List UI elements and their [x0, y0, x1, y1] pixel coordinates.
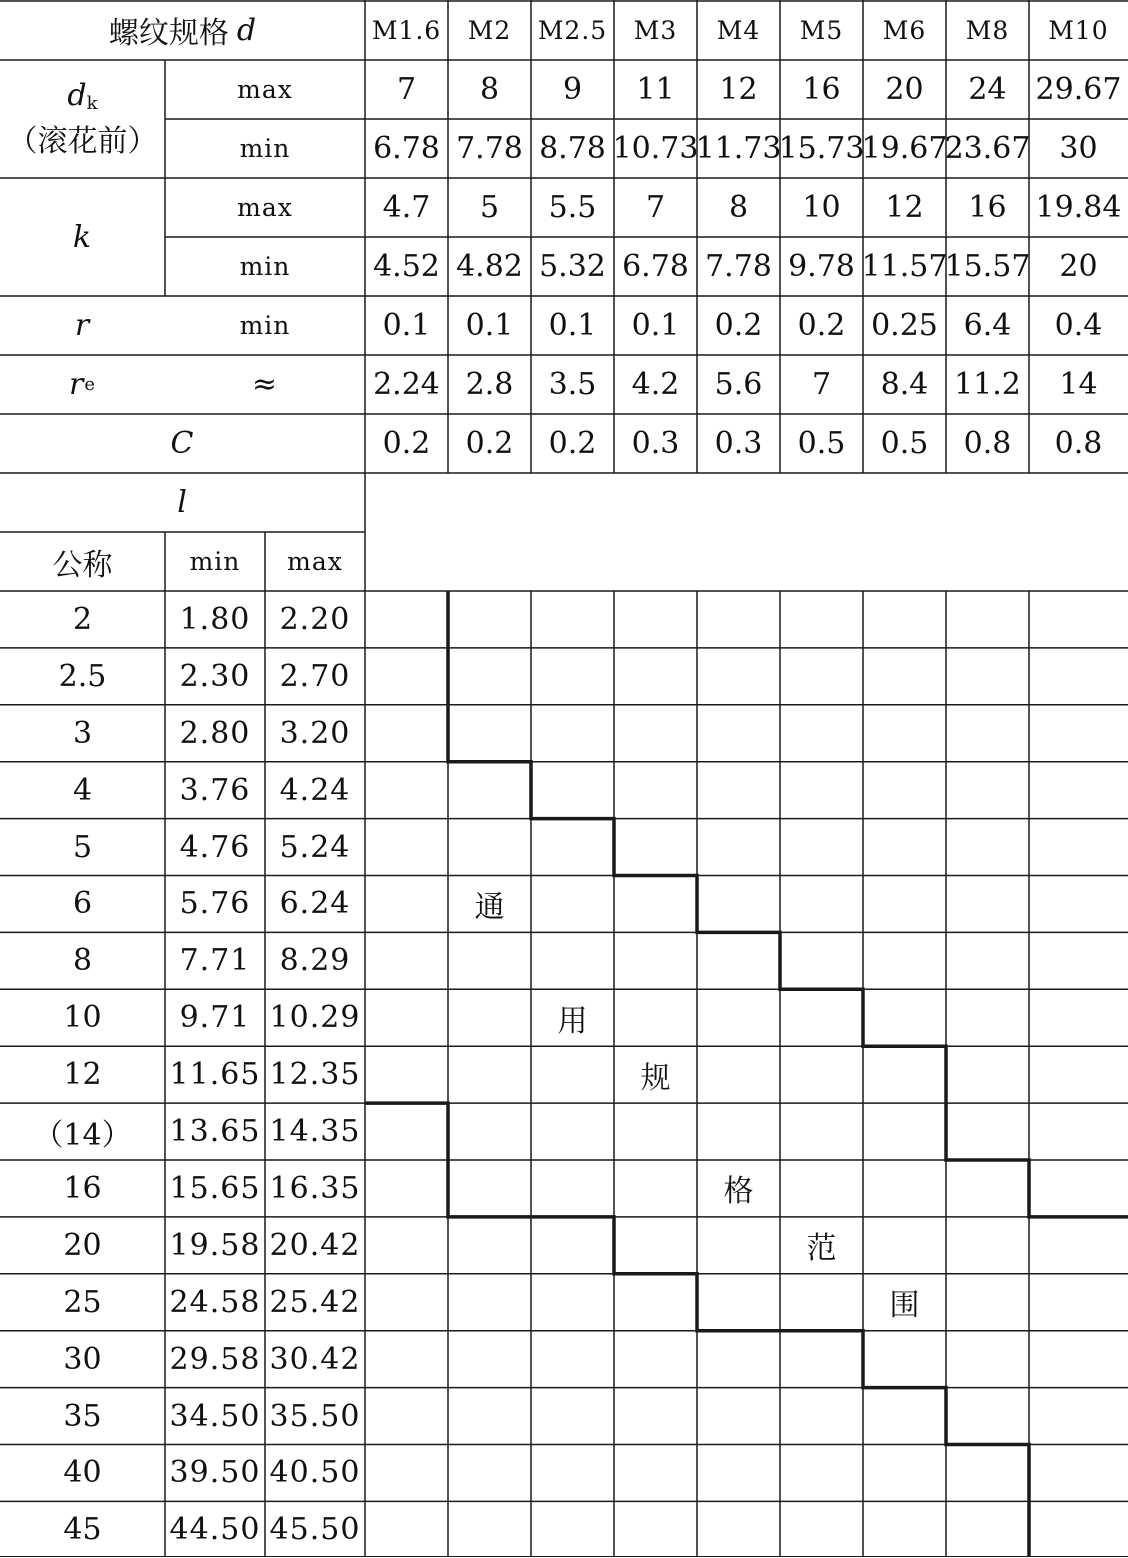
re-symbol: r — [69, 367, 85, 402]
length-min: 34.50 — [169, 1398, 261, 1434]
length-nominal: 45 — [63, 1512, 102, 1548]
value-cell: 11.2 — [954, 367, 1021, 402]
length-min: 11.65 — [169, 1057, 261, 1093]
spec-header-label — [0, 0, 365, 60]
value-cell: 0.1 — [631, 308, 680, 343]
value-cell: 9.78 — [788, 249, 855, 284]
value-cell: 11 — [636, 72, 675, 107]
size-header-3: M3 — [633, 15, 678, 45]
length-nominal: 4 — [72, 772, 93, 808]
length-min: 13.65 — [169, 1114, 261, 1150]
value-cell: 19.67 — [861, 131, 948, 166]
value-cell: 4.52 — [373, 249, 440, 284]
value-cell: 0.1 — [548, 308, 597, 343]
dk-note: （滚花前） — [7, 124, 158, 159]
length-min: 9.71 — [179, 1000, 251, 1036]
length-nominal: 3 — [72, 715, 93, 751]
value-cell: 0.8 — [963, 426, 1012, 461]
value-cell: 6.78 — [622, 249, 689, 284]
value-cell: 0.1 — [465, 308, 514, 343]
length-nominal: 10 — [63, 1000, 102, 1036]
value-cell: 0.5 — [797, 426, 846, 461]
value-cell: 0.2 — [714, 308, 763, 343]
length-min: 24.58 — [169, 1284, 261, 1320]
length-min: 2.80 — [179, 715, 251, 751]
length-min: 39.50 — [169, 1455, 261, 1491]
value-cell: 10.73 — [612, 131, 699, 166]
length-min: 19.58 — [169, 1227, 261, 1263]
range-char: 规 — [640, 1060, 671, 1096]
length-max: 14.35 — [269, 1114, 361, 1150]
value-cell: 0.4 — [1054, 308, 1103, 343]
length-max: 2.70 — [279, 658, 351, 694]
length-min: 44.50 — [169, 1512, 261, 1548]
value-cell: 0.3 — [631, 426, 680, 461]
re-qualifier: ≈ — [251, 367, 279, 402]
value-cell: 7.78 — [705, 249, 772, 284]
value-cell: 0.5 — [880, 426, 929, 461]
r-label: r — [74, 308, 91, 343]
value-cell: 12 — [885, 190, 924, 225]
size-header-1: M2 — [467, 15, 512, 45]
value-cell: 16 — [968, 190, 1007, 225]
range-char: 通 — [474, 889, 505, 925]
length-nominal-label: 公称 — [52, 547, 113, 583]
length-min: 2.30 — [179, 658, 251, 694]
value-cell: 8.78 — [539, 131, 606, 166]
value-cell: 2.24 — [373, 367, 440, 402]
value-cell: 30 — [1059, 131, 1098, 166]
value-cell: 24 — [968, 72, 1007, 107]
length-max: 2.20 — [279, 601, 351, 637]
length-max: 35.50 — [269, 1398, 361, 1434]
length-nominal: 5 — [72, 829, 93, 865]
c-label: C — [170, 426, 195, 461]
dk-symbol-wrap — [67, 77, 97, 123]
value-cell: 0.3 — [714, 426, 763, 461]
value-cell: 20 — [885, 72, 924, 107]
length-nominal: 16 — [63, 1170, 102, 1206]
k-label: k — [72, 219, 93, 255]
value-cell: 29.67 — [1035, 72, 1122, 107]
length-label: l — [177, 485, 188, 520]
length-nominal: 8 — [72, 943, 93, 979]
length-max: 45.50 — [269, 1512, 361, 1548]
value-cell: 15.73 — [778, 131, 865, 166]
dk-label — [0, 60, 165, 178]
length-nominal: 2.5 — [58, 658, 107, 694]
dk-symbol: d — [67, 78, 87, 113]
value-cell: 8 — [728, 190, 749, 225]
value-cell: 0.2 — [548, 426, 597, 461]
length-nominal: 12 — [63, 1057, 102, 1093]
length-max: 20.42 — [269, 1227, 361, 1263]
value-cell: 4.7 — [382, 190, 431, 225]
value-cell: 2.8 — [465, 367, 514, 402]
re-subscript: e — [84, 374, 96, 395]
value-cell: 3.5 — [548, 367, 597, 402]
value-cell: 8.4 — [880, 367, 929, 402]
spec-label-text: 螺纹规格 — [108, 16, 229, 51]
length-min: 5.76 — [179, 886, 251, 922]
length-nominal: （14） — [33, 1117, 132, 1153]
re-label — [0, 355, 165, 414]
size-header-6: M6 — [882, 15, 927, 45]
length-max: 8.29 — [279, 943, 351, 979]
length-max: 16.35 — [269, 1170, 361, 1206]
range-char: 用 — [557, 1003, 588, 1039]
length-max: 10.29 — [269, 1000, 361, 1036]
value-cell: 0.8 — [1054, 426, 1103, 461]
value-cell: 5.6 — [714, 367, 763, 402]
length-nominal: 2 — [72, 601, 93, 637]
dk-min-label: min — [239, 134, 291, 163]
value-cell: 6.4 — [963, 308, 1012, 343]
dk-subscript: k — [86, 93, 98, 114]
length-nominal: 6 — [72, 886, 93, 922]
value-cell: 10 — [802, 190, 841, 225]
length-min: 3.76 — [179, 772, 251, 808]
value-cell: 7 — [811, 367, 832, 402]
length-max-label: max — [287, 547, 343, 576]
value-cell: 6.78 — [373, 131, 440, 166]
value-cell: 14 — [1059, 367, 1098, 402]
size-header-2: M2.5 — [537, 15, 608, 45]
value-cell: 5.32 — [539, 249, 606, 284]
value-cell: 0.2 — [797, 308, 846, 343]
length-max: 4.24 — [279, 772, 351, 808]
r-qualifier: min — [239, 311, 291, 340]
value-cell: 0.25 — [871, 308, 938, 343]
value-cell: 5.5 — [548, 190, 597, 225]
value-cell: 0.2 — [465, 426, 514, 461]
size-header-5: M5 — [799, 15, 844, 45]
length-max: 25.42 — [269, 1284, 361, 1320]
size-header-0: M1.6 — [371, 15, 442, 45]
k-min-label: min — [239, 252, 291, 281]
length-nominal: 35 — [63, 1398, 102, 1434]
range-char: 范 — [806, 1231, 837, 1267]
length-max: 12.35 — [269, 1057, 361, 1093]
size-header-4: M4 — [716, 15, 761, 45]
length-max: 30.42 — [269, 1341, 361, 1377]
value-cell: 8 — [479, 72, 500, 107]
upper-limit-boundary — [448, 591, 1128, 1217]
range-char: 格 — [723, 1174, 754, 1210]
length-nominal: 20 — [63, 1227, 102, 1263]
length-nominal: 30 — [63, 1341, 102, 1377]
value-cell: 9 — [562, 72, 583, 107]
value-cell: 4.82 — [456, 249, 523, 284]
value-cell: 20 — [1059, 249, 1098, 284]
length-min: 7.71 — [179, 943, 251, 979]
value-cell: 5 — [479, 190, 500, 225]
length-min: 15.65 — [169, 1170, 261, 1206]
length-nominal: 25 — [63, 1284, 102, 1320]
length-max: 40.50 — [269, 1455, 361, 1491]
value-cell: 4.2 — [631, 367, 680, 402]
value-cell: 23.67 — [944, 131, 1031, 166]
value-cell: 0.1 — [382, 308, 431, 343]
length-max: 5.24 — [279, 829, 351, 865]
length-nominal: 40 — [63, 1455, 102, 1491]
k-max-label: max — [237, 193, 293, 222]
dk-max-label: max — [237, 75, 293, 104]
value-cell: 12 — [719, 72, 758, 107]
value-cell: 7 — [645, 190, 666, 225]
length-max: 6.24 — [279, 886, 351, 922]
value-cell: 16 — [802, 72, 841, 107]
length-min: 1.80 — [179, 601, 251, 637]
value-cell: 11.73 — [695, 131, 782, 166]
size-header-8: M10 — [1048, 15, 1109, 45]
value-cell: 7 — [396, 72, 417, 107]
length-min: 4.76 — [179, 829, 251, 865]
length-min-label: min — [189, 547, 241, 576]
value-cell: 7.78 — [456, 131, 523, 166]
length-min: 29.58 — [169, 1341, 261, 1377]
value-cell: 15.57 — [944, 249, 1031, 284]
size-header-7: M8 — [965, 15, 1010, 45]
value-cell: 19.84 — [1035, 190, 1122, 225]
value-cell: 0.2 — [382, 426, 431, 461]
spec-symbol: d — [236, 12, 257, 48]
length-max: 3.20 — [279, 715, 351, 751]
value-cell: 11.57 — [861, 249, 948, 284]
range-char: 围 — [889, 1288, 920, 1324]
